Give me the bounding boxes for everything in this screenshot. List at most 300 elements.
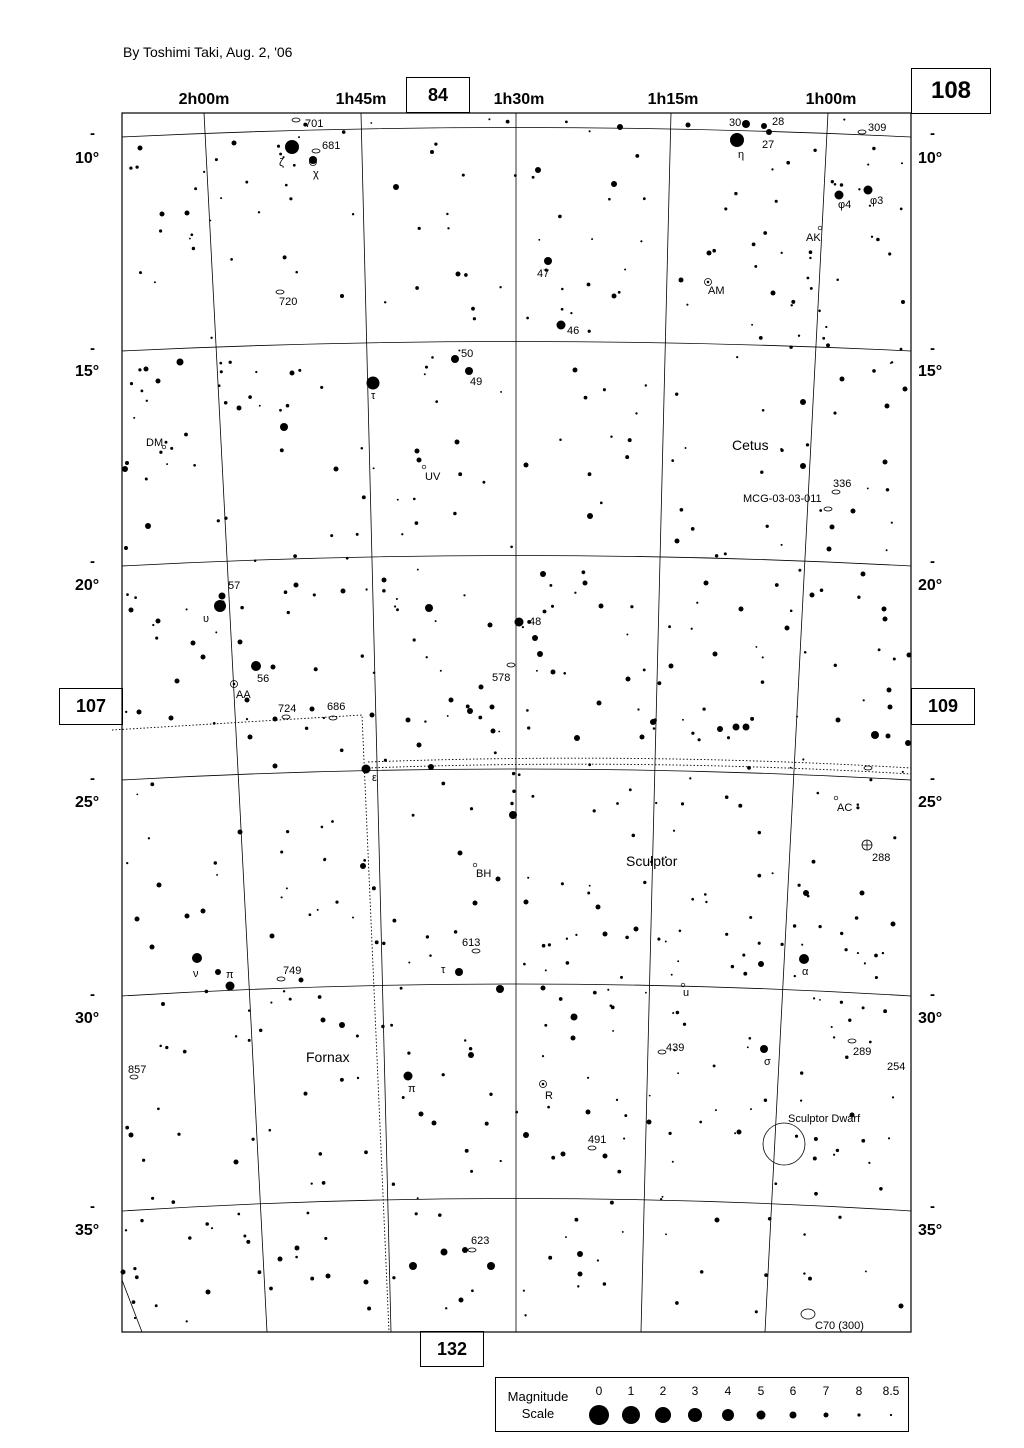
dec-label-right-20: 20° xyxy=(918,577,943,594)
faint-star xyxy=(755,1310,758,1313)
faint-star xyxy=(817,792,820,795)
faint-star xyxy=(429,954,432,957)
dec-tick-right: - xyxy=(930,1198,935,1215)
star-31 xyxy=(409,1262,417,1270)
star-168 xyxy=(370,713,375,718)
galaxy-symbol xyxy=(658,1050,666,1054)
faint-star xyxy=(159,451,162,454)
magnitude-dot-2 xyxy=(655,1407,671,1423)
faint-star xyxy=(320,386,323,389)
star-5 xyxy=(766,129,772,135)
faint-star xyxy=(289,998,292,1001)
faint-star xyxy=(500,1160,502,1162)
faint-star xyxy=(135,1275,139,1279)
faint-star xyxy=(258,1270,262,1274)
star-label-32: AC xyxy=(837,802,853,814)
galaxy-symbol xyxy=(468,1248,476,1252)
faint-star xyxy=(563,672,566,675)
faint-star xyxy=(471,307,475,311)
dec-tick-left: - xyxy=(90,553,95,570)
faint-star xyxy=(542,1055,544,1057)
faint-star xyxy=(879,1187,883,1191)
faint-star xyxy=(802,758,804,760)
star-104 xyxy=(899,1304,904,1309)
faint-star xyxy=(724,207,727,210)
faint-star xyxy=(246,1240,250,1244)
star-41 xyxy=(232,141,237,146)
faint-star xyxy=(246,718,248,720)
faint-star xyxy=(401,533,403,535)
faint-star xyxy=(814,1192,818,1196)
star-118 xyxy=(891,922,896,927)
faint-star xyxy=(645,384,647,386)
magnitude-dot-6 xyxy=(790,1412,797,1419)
star-label-12: 720 xyxy=(279,296,298,308)
faint-star xyxy=(685,447,687,449)
star-178 xyxy=(156,619,161,624)
faint-star xyxy=(523,1290,525,1292)
variable-star-dot xyxy=(312,161,315,164)
chart-number-north[interactable]: 84 xyxy=(406,77,470,113)
faint-star xyxy=(575,934,577,936)
faint-star xyxy=(856,806,859,809)
star-37 xyxy=(871,731,879,739)
faint-star xyxy=(867,487,869,489)
star-label-27: AA xyxy=(236,689,251,701)
faint-star xyxy=(645,992,647,994)
star-label-31: ε xyxy=(372,772,377,784)
faint-star xyxy=(691,527,695,531)
faint-star xyxy=(657,681,661,685)
faint-star xyxy=(617,1170,621,1174)
variable-star-dot xyxy=(707,281,710,284)
faint-star xyxy=(402,1096,405,1099)
star-136 xyxy=(156,379,161,384)
faint-star xyxy=(307,1212,310,1215)
dec-line-15 xyxy=(122,342,911,352)
star-117 xyxy=(860,891,865,896)
star-124 xyxy=(603,932,608,937)
faint-star xyxy=(587,1077,589,1079)
star-85 xyxy=(571,1036,576,1041)
faint-star xyxy=(800,1099,802,1101)
faint-star xyxy=(836,278,839,281)
faint-star xyxy=(812,860,816,864)
faint-star xyxy=(440,670,442,672)
faint-star xyxy=(322,1181,326,1185)
star-label-41: u xyxy=(683,987,690,999)
star-91 xyxy=(578,1272,583,1277)
faint-star xyxy=(135,165,138,168)
faint-star xyxy=(725,795,729,799)
faint-star xyxy=(220,197,222,199)
faint-star xyxy=(408,962,410,964)
faint-star xyxy=(394,605,396,607)
faint-star xyxy=(133,1267,136,1270)
faint-star xyxy=(139,271,142,274)
star-108 xyxy=(273,764,278,769)
chart-frame xyxy=(122,113,911,1332)
faint-star xyxy=(318,995,322,999)
faint-star xyxy=(625,936,629,940)
faint-star xyxy=(798,334,800,336)
star-55 xyxy=(340,294,344,298)
star-100 xyxy=(295,1246,300,1251)
faint-star xyxy=(277,145,280,148)
faint-star xyxy=(600,502,603,505)
star-24 xyxy=(799,954,809,964)
faint-star xyxy=(565,1236,567,1238)
faint-star xyxy=(364,1150,368,1154)
faint-star xyxy=(542,944,546,948)
faint-star xyxy=(591,238,593,240)
faint-star xyxy=(603,1282,607,1286)
faint-star xyxy=(482,481,485,484)
faint-star xyxy=(500,391,502,393)
faint-star xyxy=(700,1270,704,1274)
galaxy-symbol xyxy=(276,290,284,294)
faint-star xyxy=(561,288,564,291)
faint-star xyxy=(840,932,843,935)
faint-star xyxy=(649,1095,651,1097)
variable-star-dot xyxy=(233,683,236,686)
faint-star xyxy=(340,1078,344,1082)
star-116 xyxy=(647,1120,652,1125)
faint-star xyxy=(736,356,738,358)
faint-star xyxy=(466,704,470,708)
star-label-15: 46 xyxy=(567,325,580,337)
faint-star xyxy=(559,997,563,1001)
star-165 xyxy=(449,698,454,703)
faint-star xyxy=(679,930,682,933)
magnitude-dot-1 xyxy=(622,1406,640,1424)
star-156 xyxy=(739,607,744,612)
faint-star xyxy=(356,533,359,536)
faint-star xyxy=(800,1071,803,1074)
star-125 xyxy=(634,927,639,932)
star-79 xyxy=(758,961,764,967)
faint-star xyxy=(125,711,127,713)
faint-star xyxy=(216,874,218,876)
faint-star xyxy=(751,324,753,326)
faint-star xyxy=(126,593,129,596)
faint-star xyxy=(453,512,457,516)
star-123 xyxy=(596,905,601,910)
faint-star xyxy=(352,213,354,215)
faint-star xyxy=(628,438,632,442)
faint-star xyxy=(892,1096,894,1098)
faint-star xyxy=(616,1099,618,1101)
star-127 xyxy=(382,578,387,583)
faint-star xyxy=(618,291,621,294)
star-label-33: 288 xyxy=(872,852,891,864)
faint-star xyxy=(259,405,261,407)
faint-star xyxy=(768,1217,772,1221)
star-164 xyxy=(479,685,484,690)
faint-star xyxy=(686,304,688,306)
star-107 xyxy=(135,917,140,922)
faint-star xyxy=(424,720,426,722)
faint-star xyxy=(813,997,815,999)
star-154 xyxy=(640,735,645,740)
faint-star xyxy=(415,1212,418,1215)
faint-star xyxy=(129,166,132,169)
star-30 xyxy=(404,1072,413,1081)
star-label-6: 27 xyxy=(762,139,775,151)
star-148 xyxy=(887,688,892,693)
faint-star xyxy=(125,1229,127,1231)
star-111 xyxy=(299,978,304,983)
faint-star xyxy=(381,1025,384,1028)
faint-star xyxy=(872,369,876,373)
star-138 xyxy=(885,404,890,409)
star-label-40: α xyxy=(802,966,809,978)
faint-star xyxy=(775,583,779,587)
faint-star xyxy=(340,748,344,752)
dec-label-left-30: 30° xyxy=(75,1010,100,1027)
star-9 xyxy=(451,355,459,363)
faint-star xyxy=(790,610,793,613)
star-36 xyxy=(743,724,750,731)
faint-star xyxy=(192,247,195,250)
star-151 xyxy=(810,593,815,598)
faint-star xyxy=(725,933,728,936)
faint-star xyxy=(494,751,497,754)
star-25 xyxy=(192,953,202,963)
star-147 xyxy=(907,653,912,658)
galaxy-symbol xyxy=(858,130,866,134)
ra-line-1h45m xyxy=(361,113,391,1332)
star-159 xyxy=(675,539,680,544)
dec-tick-right: - xyxy=(930,770,935,787)
dec-line-25 xyxy=(122,769,911,780)
faint-star xyxy=(134,596,137,599)
faint-star xyxy=(623,1138,625,1140)
faint-star xyxy=(549,584,552,587)
faint-star xyxy=(248,1039,251,1042)
faint-star xyxy=(426,656,428,658)
galaxy-symbol xyxy=(292,118,300,122)
faint-star xyxy=(672,1012,674,1014)
faint-star xyxy=(435,400,438,403)
faint-star xyxy=(283,255,287,259)
star-176 xyxy=(175,679,180,684)
star-42 xyxy=(138,146,143,151)
chart-number-east[interactable]: 109 xyxy=(911,688,975,725)
star-27 xyxy=(455,968,463,976)
star-179 xyxy=(129,608,134,613)
faint-star xyxy=(382,589,386,593)
faint-star xyxy=(612,1030,614,1032)
star-146 xyxy=(861,572,866,577)
faint-star xyxy=(587,283,591,287)
magnitude-dot-3 xyxy=(688,1408,702,1422)
faint-star xyxy=(588,763,591,766)
faint-star xyxy=(375,940,379,944)
galaxy-symbol xyxy=(588,1146,596,1150)
star-label-45: 254 xyxy=(887,1061,906,1073)
faint-star xyxy=(676,1011,680,1015)
faint-star xyxy=(240,606,244,610)
galaxy-symbol xyxy=(312,149,320,153)
star-96 xyxy=(364,1280,369,1285)
faint-star xyxy=(565,121,568,124)
faint-star xyxy=(138,368,141,371)
star-label-23: 57 xyxy=(228,580,241,592)
faint-star xyxy=(588,330,591,333)
faint-star xyxy=(864,962,866,964)
dec-tick-right: - xyxy=(930,125,935,142)
faint-star xyxy=(673,830,675,832)
faint-star xyxy=(629,788,632,791)
faint-star xyxy=(132,1300,136,1304)
faint-star xyxy=(527,877,529,879)
faint-star xyxy=(742,954,745,957)
star-label-53: C70 (300) xyxy=(815,1320,864,1332)
galaxy-symbol xyxy=(824,507,832,511)
faint-star xyxy=(643,197,646,200)
star-label-49: R xyxy=(545,1090,553,1102)
faint-star xyxy=(224,517,227,520)
faint-star xyxy=(863,699,865,701)
faint-star xyxy=(441,782,445,786)
star-10 xyxy=(465,367,473,375)
faint-star xyxy=(814,1137,818,1141)
star-150 xyxy=(836,718,841,723)
faint-star xyxy=(293,554,297,558)
star-label-28: 578 xyxy=(492,672,511,684)
faint-star xyxy=(561,308,564,311)
faint-star xyxy=(213,722,216,725)
faint-star xyxy=(309,913,312,916)
faint-star xyxy=(762,656,764,658)
faint-star xyxy=(152,624,154,626)
star-121 xyxy=(524,900,529,905)
faint-star xyxy=(526,709,529,712)
star-label-3: χ xyxy=(313,168,319,180)
star-label-10: φ3 xyxy=(870,195,884,207)
star-label-13: 47 xyxy=(537,268,550,280)
faint-star xyxy=(469,1047,472,1050)
faint-star xyxy=(624,1114,627,1117)
faint-star xyxy=(434,142,437,145)
faint-star xyxy=(289,197,292,200)
magnitude-label-4: 4 xyxy=(724,1384,732,1398)
faint-star xyxy=(506,120,510,124)
faint-star xyxy=(544,1024,547,1027)
faint-star xyxy=(665,941,667,943)
dec-label-right-35: 35° xyxy=(918,1222,943,1239)
faint-star xyxy=(372,886,376,890)
star-label-39: 749 xyxy=(283,965,302,977)
faint-star xyxy=(833,1154,835,1156)
variable-star-open xyxy=(473,863,477,867)
faint-star xyxy=(843,119,845,121)
magnitude-label-2: 2 xyxy=(659,1384,667,1398)
faint-star xyxy=(298,369,301,372)
faint-star xyxy=(363,859,366,862)
star-166 xyxy=(406,718,411,723)
faint-star xyxy=(689,777,691,779)
faint-star xyxy=(170,447,173,450)
faint-star xyxy=(840,183,843,186)
faint-star xyxy=(820,589,824,593)
deep-sky-objects xyxy=(130,118,872,1319)
faint-star xyxy=(637,708,639,710)
magnitude-dot-4 xyxy=(722,1409,734,1421)
faint-star xyxy=(314,667,318,671)
star-12 xyxy=(557,321,566,330)
faint-star xyxy=(791,300,795,304)
faint-star xyxy=(473,317,476,320)
faint-star xyxy=(857,596,860,599)
faint-star xyxy=(675,1301,679,1305)
faint-star xyxy=(435,620,437,622)
star-180 xyxy=(137,710,142,715)
star-153 xyxy=(626,677,631,682)
star-label-29: 724 xyxy=(278,703,297,715)
faint-star xyxy=(622,1231,624,1233)
star-141 xyxy=(830,525,835,530)
faint-star xyxy=(635,154,639,158)
faint-star xyxy=(510,545,513,548)
chart-number-west[interactable]: 107 xyxy=(59,688,123,725)
star-26 xyxy=(226,982,235,991)
faint-star xyxy=(188,1236,192,1240)
faint-star xyxy=(417,569,419,571)
variable-star-open xyxy=(818,226,822,230)
faint-star xyxy=(789,345,792,348)
ra-label-1h30m: 1h30m xyxy=(493,91,545,108)
faint-star xyxy=(478,716,482,720)
chart-number-south[interactable]: 132 xyxy=(420,1331,484,1367)
star-142 xyxy=(827,547,832,552)
faint-star xyxy=(522,626,524,628)
faint-star xyxy=(608,198,611,201)
star-139 xyxy=(903,387,908,392)
faint-star xyxy=(324,858,327,861)
faint-star xyxy=(186,1320,188,1322)
faint-star xyxy=(295,1256,298,1259)
faint-star xyxy=(140,389,143,392)
star-126 xyxy=(458,851,463,856)
faint-star xyxy=(407,1051,410,1054)
faint-star xyxy=(269,1129,272,1132)
faint-star xyxy=(874,954,878,958)
galaxy-symbol xyxy=(277,977,285,981)
dec-tick-right: - xyxy=(930,553,935,570)
faint-star xyxy=(133,417,135,419)
faint-star xyxy=(871,236,873,238)
galaxy-symbol xyxy=(864,766,872,770)
faint-star xyxy=(632,834,636,838)
constellation-sculptor: Sculptor xyxy=(626,853,678,869)
faint-star xyxy=(891,522,893,524)
faint-star xyxy=(251,1138,254,1141)
faint-star xyxy=(818,925,821,928)
faint-star xyxy=(357,1077,359,1079)
galaxy-symbol xyxy=(801,1309,815,1319)
star-label-47: 857 xyxy=(128,1064,147,1076)
faint-star xyxy=(582,570,586,574)
faint-star xyxy=(810,287,813,290)
faint-star xyxy=(464,273,468,277)
faint-star xyxy=(587,892,590,895)
variable-star-open xyxy=(422,465,426,469)
star-label-21: 336 xyxy=(833,478,852,490)
faint-star xyxy=(603,388,606,391)
faint-star xyxy=(755,646,757,648)
